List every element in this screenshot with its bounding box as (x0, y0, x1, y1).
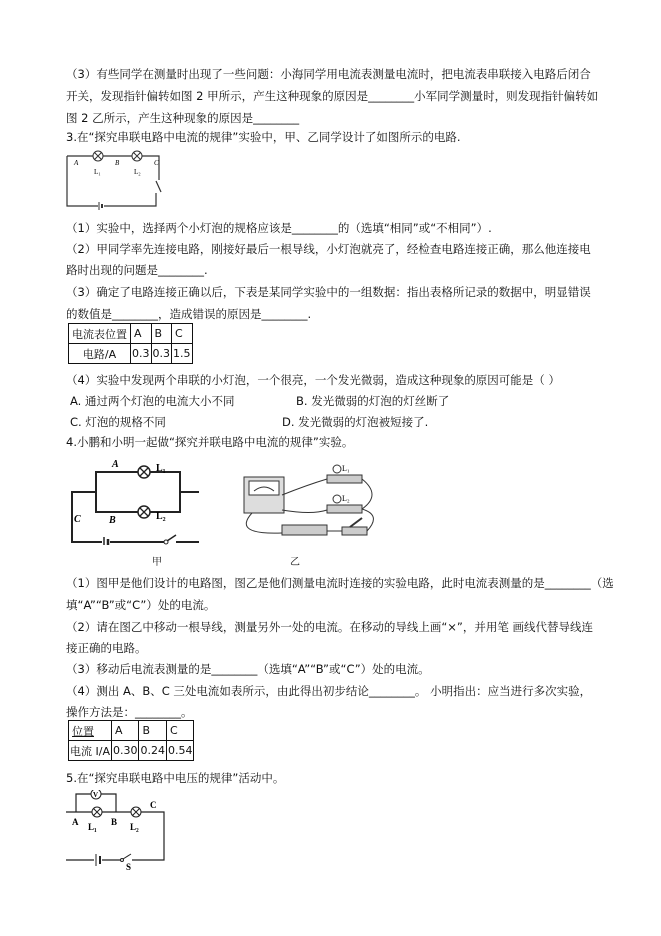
label-c: C (154, 159, 159, 167)
label-a: A (74, 159, 79, 167)
voltmeter-label: V (93, 791, 99, 799)
option-d: D. 发光微弱的灯泡被短接了. (282, 415, 429, 429)
table-cell: C (172, 324, 193, 344)
text-line: （2）甲同学率先连接电路，刚接好最后一根导线，小灯泡就亮了，经检查电路连接正确，那么他连接电 (66, 242, 591, 256)
question-5-title: 5.在“探究串联电路中电压的规律”活动中。 (66, 771, 285, 785)
question-4-title: 4.小鹏和小明一起做“探究并联电路中电流的规律”实验。 (66, 435, 354, 449)
label-l1: L₁ (156, 463, 166, 474)
table-cell: 电流 I/A (69, 741, 112, 761)
table-cell: 0.3 (131, 344, 152, 364)
label-switch: S (126, 862, 132, 870)
text-line: 路时出现的问题是________. (66, 263, 208, 277)
caption-yi: 乙 (290, 557, 300, 568)
table-cell: 0.3 (151, 344, 172, 364)
table-cell: B (139, 721, 167, 741)
text-line: 接正确的电路。 (66, 641, 147, 655)
data-table-1 (68, 323, 193, 364)
text-line: 的数值是________，造成错误的原因是________. (66, 307, 312, 321)
label-l2: L₂ (156, 511, 166, 522)
table-cell: 电流表位置 (69, 324, 131, 344)
table-cell: A (111, 721, 139, 741)
text-line: （1）图甲是他们设计的电路图，图乙是他们测量电流时连接的实验电路，此时电流表测量的是________（选 (66, 576, 614, 590)
label-b: B (111, 817, 118, 827)
text-line: 操作方法是：________。 (66, 705, 193, 719)
option-c: C. 灯泡的规格不同 (70, 415, 166, 429)
label-l2: L₂ (342, 494, 350, 503)
physical-circuit-photo (232, 455, 382, 545)
label-l1: L₁ (342, 464, 350, 473)
table-cell: 0.30 (111, 741, 139, 761)
label-l1: L₁ (94, 168, 101, 176)
text-line: 图 2 乙所示，产生这种现象的原因是________ (66, 111, 300, 125)
text-line: （4）实验中发现两个串联的小灯泡，一个很亮，一个发光微弱，造成这种现象的原因可能是（ ） (66, 373, 560, 387)
label-c: C (74, 514, 81, 525)
text-line: （3）确定了电路连接正确以后，下表是某同学实验中的一组数据：指出表格所记录的数据中，明显错误 (66, 285, 591, 299)
parallel-circuit-diagram (64, 455, 199, 545)
caption-jia: 甲 (152, 557, 162, 568)
label-c: C (150, 800, 157, 810)
option-a: A. 通过两个灯泡的电流大小不同 (70, 394, 235, 408)
series-circuit-figure (64, 148, 189, 210)
text-line: 填“A”“B”或“C”）处的电流。 (66, 598, 216, 612)
table-cell: 0.24 (139, 741, 167, 761)
text-line: （1）实验中，选择两个小灯泡的规格应该是________的（选填“相同”或“不相同”）. (66, 221, 492, 235)
text-line: （2）请在图乙中移动一根导线，测量另外一处的电流。在移动的导线上画“×”，并用笔 画线代替导线连 (66, 620, 594, 634)
table-cell: C (166, 721, 194, 741)
label-l2: L₂ (134, 168, 141, 176)
table-cell: 1.5 (172, 344, 193, 364)
table-cell: 0.54 (166, 741, 194, 761)
option-b: B. 发光微弱的灯泡的灯丝断了 (296, 394, 450, 408)
text-line: 开关，发现指针偏转如图 2 甲所示，产生这种现象的原因是________小军同学测量时，则发现指针偏转如 (66, 89, 599, 103)
table-cell: 电路/A (69, 344, 131, 364)
label-l2: L₂ (130, 822, 139, 832)
text-line: （3）有些同学在测量时出现了一些问题：小海同学用电流表测量电流时，把电流表串联接入电路后闭合 (66, 67, 591, 81)
table-cell: 位置 (69, 721, 112, 741)
question-3-title: 3.在“探究串联电路中电流的规律”实验中，甲、乙同学设计了如图所示的电路. (66, 130, 461, 144)
text-line: （4）测出 A、B、C 三处电流如表所示，由此得出初步结论________。 小明指出：应当进行多次实验， (66, 684, 592, 698)
data-table-2 (68, 720, 194, 761)
label-a: A (112, 459, 119, 470)
table-cell: A (131, 324, 152, 344)
label-l1: L₁ (88, 822, 97, 832)
label-a: A (72, 817, 79, 827)
text-line: （3）移动后电流表测量的是________（选填“A”“B”或“C”）处的电流。 (66, 662, 430, 676)
series-voltage-circuit (64, 790, 174, 870)
label-b: B (115, 159, 120, 167)
table-cell: B (151, 324, 172, 344)
label-b: B (109, 515, 116, 526)
